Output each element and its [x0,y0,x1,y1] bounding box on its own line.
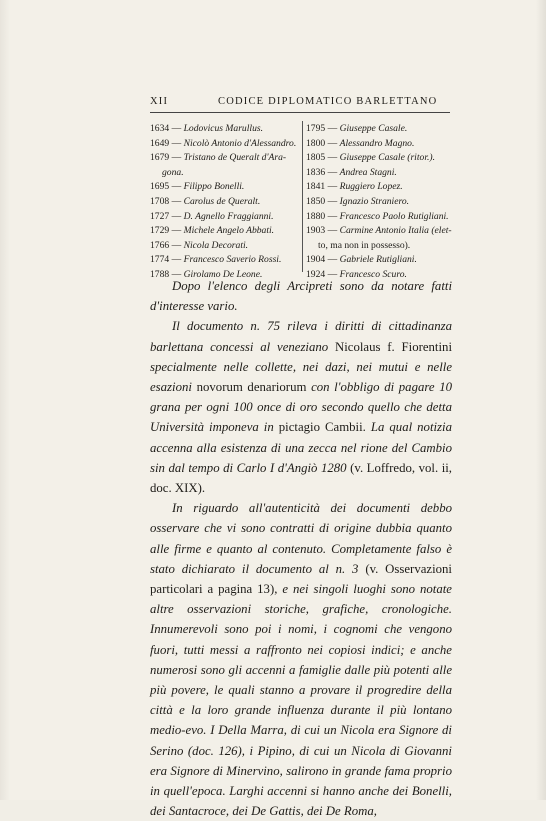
list-item-name: gona. [162,166,184,178]
list-item: 1841 — Ruggiero Lopez. [306,181,403,193]
list-item: 1800 — Alessandro Magno. [306,137,415,149]
list-item-name: Girolamo De Leone. [183,268,263,280]
list-item-year: 1841 [306,181,326,193]
list-item-name: Alessandro Magno. [339,137,415,149]
body-text [150,276,452,821]
list-item-name: Ruggiero Lopez. [339,181,403,193]
column-divider [302,121,303,272]
list-item-name: Giuseppe Casale (ritor.). [339,152,435,164]
list-item-name: Nicolò Antonio d'Alessandro. [183,137,297,149]
list-item-year: 1766 [150,239,170,251]
archpriest-list-left [150,122,298,283]
list-item-year: 1727 [150,210,170,222]
list-item-year: 1774 [150,254,170,266]
page-number: XII [150,96,169,107]
list-item-name: D. Agnello Fraggianni. [183,210,274,222]
list-item: 1836 — Andrea Stagni. [306,166,397,178]
list-item: 1904 — Gabriele Rutigliani. [306,254,417,266]
list-item [306,239,456,254]
list-item: 1850 — Ignazio Straniero. [306,195,410,207]
list-item-year: 1924 [306,268,326,280]
paragraph-text: (v. Osservazioni particolari a pagina 13), [150,561,452,597]
paragraph-text: novorum denariorum [196,380,307,395]
list-item-name: Filippo Bonelli. [183,181,245,193]
list-item: 1788 — Girolamo De Leone. [150,268,263,280]
list-item-year: 1850 [306,195,326,207]
list-item: 1708 — Carolus de Queralt. [150,195,261,207]
list-item-year: 1795 [306,123,326,134]
paragraph-text: Nicolaus f. Fiorentini [334,339,453,354]
list-item: 1649 — Nicolò Antonio d'Alessandro. [150,137,297,149]
list-item-year: 1708 [150,195,170,207]
paragraph-text: (v. Loffredo, vol. ii, doc. XIX). [150,460,452,496]
list-item-year: 1679 [150,152,170,164]
paragraph [150,498,452,821]
list-item-name: Tristano de Queralt d'Ara- [183,152,287,164]
list-item-year: 1904 [306,254,326,266]
list-item [150,166,298,181]
list-item-name: Francesco Paolo Rutigliani. [339,210,449,222]
paragraph-text: specialmente nelle collette, nei dazi, nei mutui e nelle esazioni [150,359,452,395]
list-item: 1774 — Francesco Saverio Rossi. [150,254,282,266]
list-item: 1805 — Giuseppe Casale (ritor.). [306,152,435,164]
list-item: 1924 — Francesco Scuro. [306,268,407,280]
list-item-year: 1788 [150,268,170,280]
paragraph-text: con l'obbligo di pagare 10 grana per ogni 100 once di oro secondo quello che detta Università imponeva in [150,380,452,435]
list-item: 1695 — Filippo Bonelli. [150,181,245,193]
list-item-year: 1649 [150,137,170,149]
paragraph-text: e nei singoli luoghi sono notate altre osservazioni storiche, grafiche, cronologiche. Innumerevoli sono poi i nomi, i cognomi che vengono fuori, tutti messi a raffronto nei copiosi indici; e anche numerosi sono gli accenni a famiglie dalle più potenti alle più povere, le quali stanno a provare il progredire della città e la loro grande influenza durante il più lontano medio-evo. I Della Marra, di cui un Nicola era Signore di Serino (doc. 126), i Pipino, di cui un Nicola di Giovanni era Signore di Minervino, salirono in grande fama proprio in quell'epoca. Larghi accenni si hanno anche dei Bonelli, dei Santacroce, dei De Gattis, dei De Roma, [150,582,452,819]
list-item-name: Michele Angelo Abbati. [183,225,275,237]
list-item-name: Lodovicus Marullus. [183,123,263,134]
list-item-name: Carolus de Queralt. [183,195,261,207]
running-title: CODICE DIPLOMATICO BARLETTANO [218,96,438,107]
list-item-year: 1903 [306,225,326,237]
list-item-name: Carmine Antonio Italia (elet- [339,225,452,237]
list-item: 1634 — Lodovicus Marullus. [150,123,263,134]
paragraph-text: La qual notizia accenna alla esistenza di una zecca nel rione del Cambio sin dal tempo di Carlo I d'Angiò 1280 [150,420,452,475]
list-item: 1679 — Tristano de Queralt d'Ara- [150,152,287,164]
list-item-name: Ignazio Straniero. [339,195,410,207]
list-item-year: 1695 [150,181,170,193]
list-item: 1880 — Francesco Paolo Rutigliani. [306,210,449,222]
list-item: 1729 — Michele Angelo Abbati. [150,225,275,237]
list-item-name: Nicola Decorati. [183,239,249,251]
list-item-name: Andrea Stagni. [339,166,397,178]
list-item-year: 1805 [306,152,326,164]
paragraph-text: pictagio Cambii. [278,420,366,435]
list-item-name: Giuseppe Casale. [339,123,408,134]
list-item-name: Francesco Scuro. [339,268,407,280]
list-item-name: Francesco Saverio Rossi. [183,254,282,266]
list-item: 1795 — Giuseppe Casale. [306,123,408,134]
list-item-year: 1800 [306,137,326,149]
paragraph-text: Il documento n. 75 rileva i diritti di cittadinanza barlettana concessi al veneziano [150,319,452,354]
list-item-year: 1634 [150,123,170,134]
list-item-year: 1836 [306,166,326,178]
paragraph-text: In riguardo all'autenticità dei documenti debbo osservare che vi sono contratti di origine dubbia quanto alle firme e quanto al contenuto. Completamente falso è stato dichiarato il documento al n. 3 [150,501,452,576]
paragraph [150,316,452,498]
list-item-year: 1729 [150,225,170,237]
list-item: 1903 — Carmine Antonio Italia (elet- [306,225,452,237]
list-item-name: Gabriele Rutigliani. [339,254,417,266]
list-item-year: 1880 [306,210,326,222]
list-item: 1727 — D. Agnello Fraggianni. [150,210,274,222]
list-item-name: to, ma non in possesso). [318,239,411,251]
header-rule [150,112,450,113]
list-item: 1766 — Nicola Decorati. [150,239,249,251]
archpriest-list-right [306,122,456,283]
paragraph [150,276,452,316]
paragraph-text: Dopo l'elenco degli Arcipreti sono da notare fatti d'interesse vario. [150,279,452,314]
